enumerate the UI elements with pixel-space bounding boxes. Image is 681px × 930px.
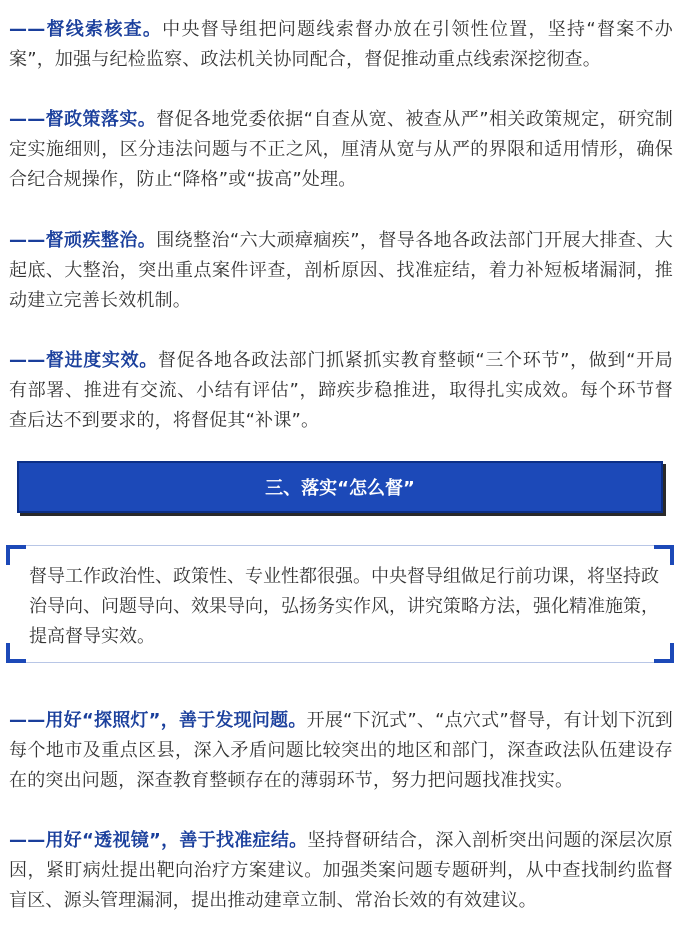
corner-bracket-decoration bbox=[6, 545, 26, 565]
paragraph-body: 围绕整治“六大顽瘴痼疾”，督导各地各政法部门开展大排查、大起底、大整治，突出重点案件评查，剖析原因、找准症结，着力补短板堵漏洞，推动建立完善长效机制。 bbox=[9, 230, 673, 311]
paragraph-lead: ——督进度实效。 bbox=[9, 350, 158, 371]
paragraph-lead: ——用好“透视镜”，善于找准症结。 bbox=[9, 830, 308, 851]
paragraph-progress-results bbox=[9, 346, 673, 436]
paragraph-searchlight bbox=[9, 706, 673, 796]
paragraph-lead: ——督线索核查。 bbox=[9, 19, 163, 40]
paragraph-perspective-lens bbox=[9, 826, 673, 916]
note-box-top-rule bbox=[26, 545, 654, 546]
paragraph-body: 中央督导组把问题线索督办放在引领性位置，坚持“督案不办案”，加强与纪检监察、政法机关协同配合，督促推动重点线索深挖彻查。 bbox=[9, 19, 673, 70]
paragraph-policy-implementation bbox=[9, 105, 673, 195]
paragraph-body: 督促各地党委依据“自查从宽、被查从严”相关政策规定，研究制定实施细则，区分违法问题与不正之风，厘清从宽与从严的界限和适用情形，确保合纪合规操作，防止“降格”或“拔高”处理。 bbox=[9, 109, 673, 190]
note-box-text: 督导工作政治性、政策性、专业性都很强。中央督导组做足行前功课，将坚持政治导向、问题导向、效果导向，弘扬务实作风，讲究策略方法，强化精准施策，提高督导实效。 bbox=[29, 566, 659, 647]
paragraph-body: 开展“下沉式”、“点穴式”督导，有计划下沉到每个地市及重点区县，深入矛盾问题比较突出的地区和部门，深查政法队伍建设存在的突出问题，深查教育整顿存在的薄弱环节，努力把问题找准找实。 bbox=[9, 710, 673, 791]
corner-bracket-decoration bbox=[6, 643, 26, 663]
paragraph-lead: ——督顽疾整治。 bbox=[9, 230, 157, 251]
paragraph-body: 督促各地各政法部门抓紧抓实教育整顿“三个环节”，做到“开局有部署、推进有交流、小结有评估”，蹄疾步稳推进，取得扎实成效。每个环节督查后达不到要求的，将督促其“补课”。 bbox=[9, 350, 673, 431]
note-box bbox=[6, 545, 674, 663]
paragraph-lead: ——督政策落实。 bbox=[9, 109, 157, 130]
paragraph-body: 坚持督研结合，深入剖析突出问题的深层次原因，紧盯病灶提出靶向治疗方案建议。加强类案问题专题研判，从中查找制约监督盲区、源头管理漏洞，提出推动建章立制、常治长效的有效建议。 bbox=[9, 830, 673, 911]
paragraph-clue-verification bbox=[9, 15, 673, 75]
note-box-bottom-rule bbox=[26, 662, 654, 663]
paragraph-chronic-issues bbox=[9, 226, 673, 316]
section-banner: 三、落实“怎么督” bbox=[17, 461, 663, 513]
paragraph-lead: ——用好“探照灯”，善于发现问题。 bbox=[9, 710, 307, 731]
